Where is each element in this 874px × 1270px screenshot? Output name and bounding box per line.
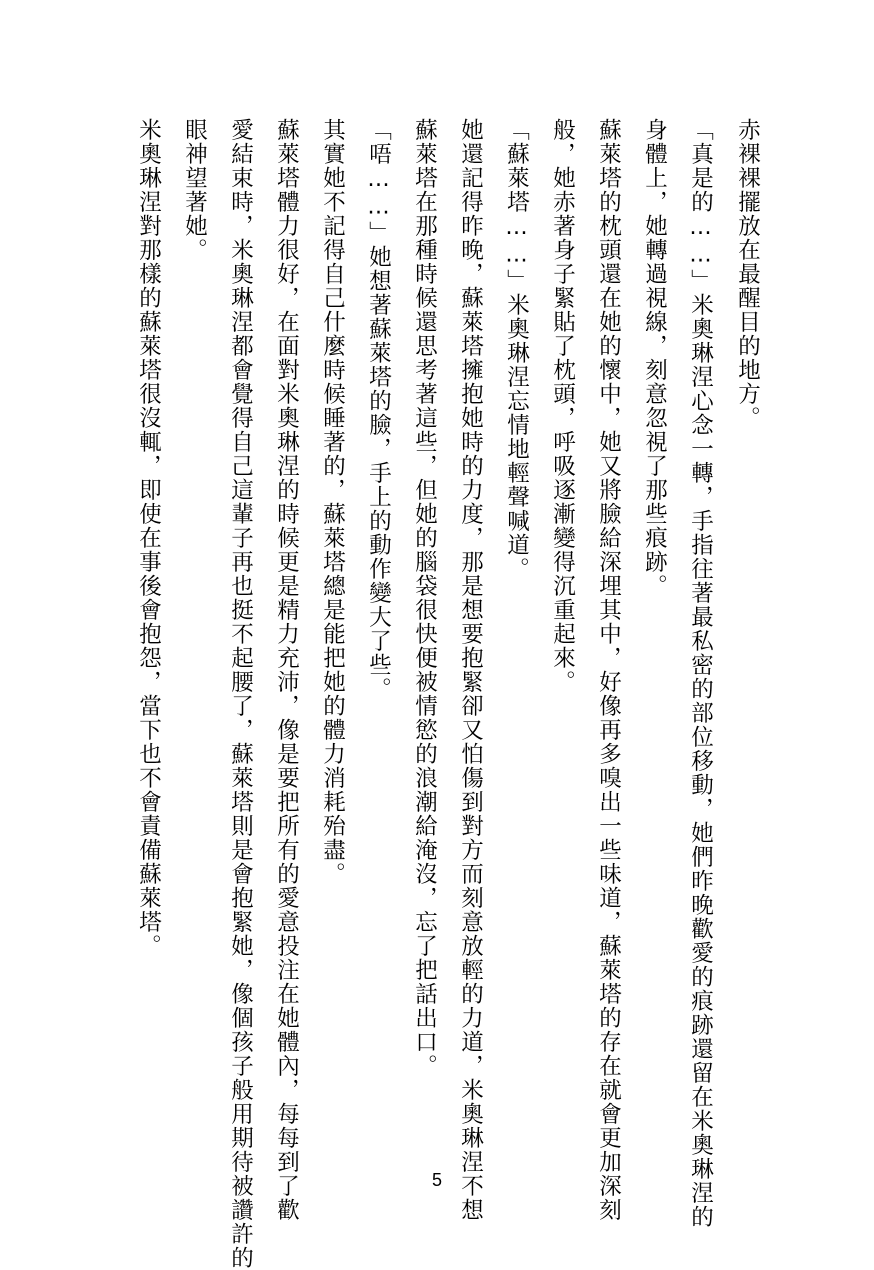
text-column-4: 蘇萊塔的枕頭還在她的懷中，她又將臉給深埋其中，好像再多嗅出一些味道，蘇萊塔的存在就會更加深刻 xyxy=(595,118,622,1222)
text-column-2: 「真是的……」米奧琳涅心念一轉，手指往著最私密的部位移動，她們昨晚歡愛的痕跡還留在米奧琳涅的 xyxy=(687,118,714,1229)
text-column-14: 米奧琳涅對那樣的蘇萊塔很沒輒，即使在事後會抱怨，當下也不會責備蘇萊塔。 xyxy=(135,118,162,958)
text-column-3: 身體上，她轉過視線，刻意忽視了那些痕跡。 xyxy=(641,118,668,598)
text-column-1: 赤裸裸擺放在最醒目的地方。 xyxy=(734,118,761,430)
text-column-9: 「唔……」她想著蘇萊塔的臉，手上的動作變大了些。 xyxy=(365,118,392,701)
text-column-5: 般，她赤著身子緊貼了枕頭，呼吸逐漸變得沉重起來。 xyxy=(549,118,576,694)
text-column-6: 「蘇萊塔……」米奧琳涅忘情地輕聲喊道。 xyxy=(503,118,530,581)
text-column-7: 她還記得昨晚，蘇萊塔擁抱她時的力度，那是想要抱緊卻又怕傷到對方而刻意放輕的力道，米奧琳涅不想 xyxy=(457,118,484,1222)
text-column-13: 眼神望著她。 xyxy=(181,118,208,262)
text-column-8: 蘇萊塔在那種時候還思考著這些，但她的腦袋很快便被情慾的浪潮給淹沒，忘了把話出口。 xyxy=(411,118,438,1078)
text-column-11: 蘇萊塔體力很好，在面對米奧琳涅的時候更是精力充沛，像是要把所有的愛意投注在她體內，每每到了歡 xyxy=(273,118,300,1222)
text-column-12: 愛結束時，米奧琳涅都會覺得自己這輩子再也挺不起腰了，蘇萊塔則是會抱緊她，像個孩子般用期待被讚許的 xyxy=(227,118,254,1270)
page-number: 5 xyxy=(431,1170,442,1190)
text-column-10: 其實她不記得自己什麼時候睡著的，蘇萊塔總是能把她的體力消耗殆盡。 xyxy=(319,118,346,886)
